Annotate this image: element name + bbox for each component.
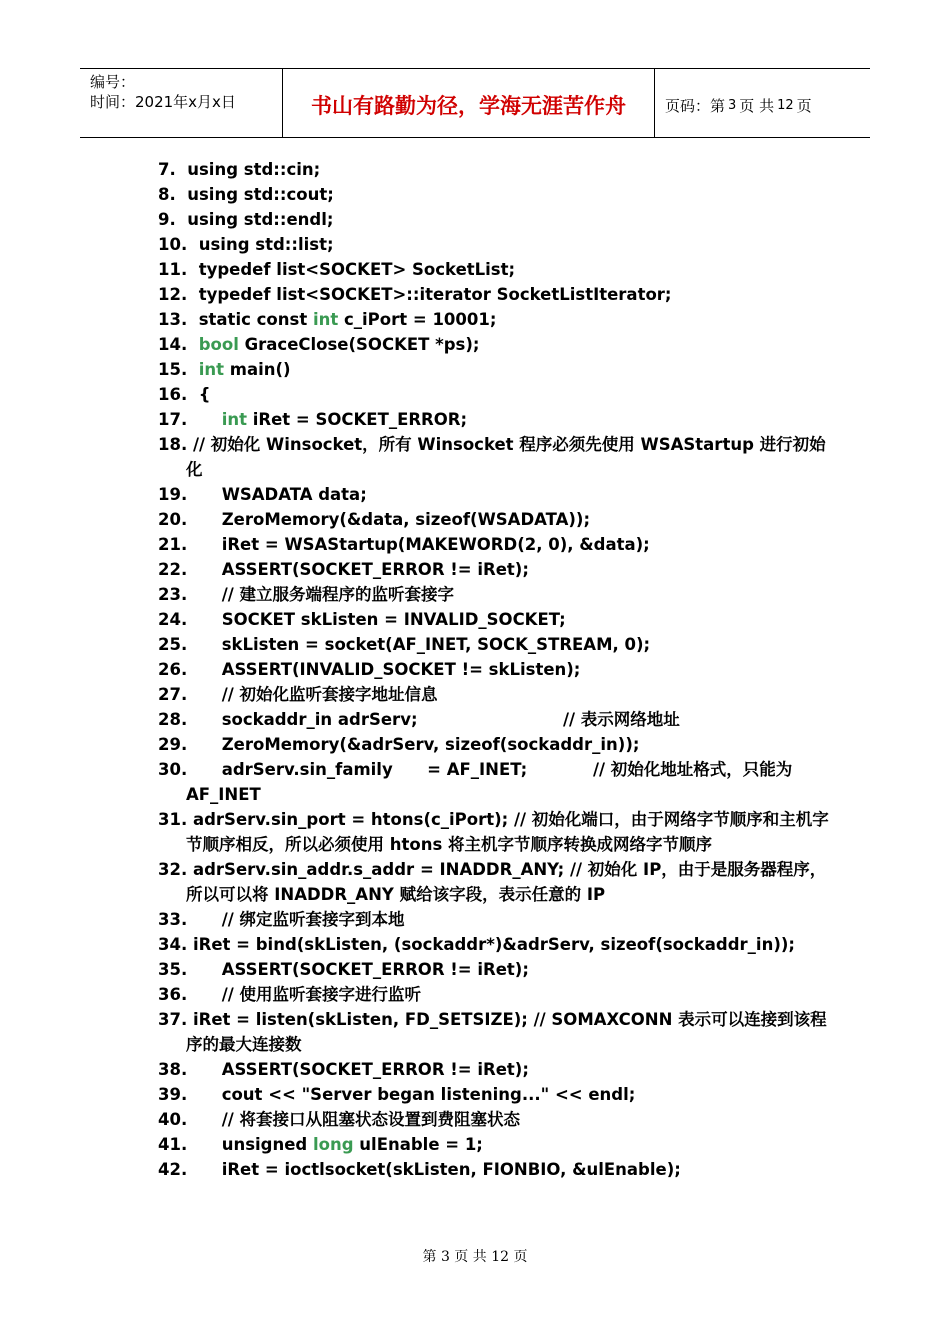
- code-line: 12. typedef list<SOCKET>::iterator SocketListIterator;: [158, 285, 672, 304]
- code-line: 21. iRet = WSAStartup(MAKEWORD(2, 0), &data);: [158, 535, 650, 554]
- page-total: 12: [777, 97, 794, 113]
- keyword: int: [312, 310, 339, 329]
- code-line: 26. ASSERT(INVALID_SOCKET != skListen);: [158, 660, 581, 679]
- code-line: 8. using std::cout;: [158, 185, 334, 204]
- code-line: [158, 707, 808, 732]
- number-label: 编号：: [90, 73, 136, 91]
- code-text: main(): [224, 360, 291, 379]
- page-mid: 页 共: [739, 96, 775, 115]
- code-line: 33. // 绑定监听套接字到本地: [158, 910, 405, 929]
- code-line: 40. // 将套接口从阻塞状态设置到费阻塞状态: [158, 1110, 520, 1129]
- code-comment: // 初始化地址格式，只能为: [593, 760, 793, 779]
- code-line: 16. {: [158, 385, 211, 404]
- code-line: [158, 757, 808, 782]
- header-motto: 书山有路勤为径，学海无涯苦作舟: [282, 69, 655, 137]
- code-text: 17.: [158, 410, 222, 429]
- code-line: 20. ZeroMemory(&data, sizeof(WSADATA));: [158, 510, 591, 529]
- keyword: long: [312, 1135, 354, 1154]
- code-text: 41. unsigned: [158, 1135, 313, 1154]
- code-line: 34. iRet = bind(skListen, (sockaddr*)&adrServ, sizeof(sockaddr_in));: [158, 935, 795, 954]
- code-line: 32. adrServ.sin_addr.s_addr = INADDR_ANY; // 初始化 IP，由于是服务器程序，所以可以将 INADDR_ANY 赋给该字段，表示任意的 IP: [158, 860, 827, 904]
- code-line: 10. using std::list;: [158, 235, 334, 254]
- code-line: 31. adrServ.sin_port = htons(c_iPort); // 初始化端口，由于网络字节顺序和主机字节顺序相反，所以必须使用 htons 将主机字节顺序转换成网络字节顺序: [158, 810, 829, 854]
- code-text: 28. sockaddr_in adrServ;: [158, 710, 418, 729]
- code-line: [158, 307, 808, 332]
- code-line: 35. ASSERT(SOCKET_ERROR != iRet);: [158, 960, 529, 979]
- page-current: 3: [728, 97, 737, 113]
- code-line: 38. ASSERT(SOCKET_ERROR != iRet);: [158, 1060, 529, 1079]
- code-text: 15.: [158, 360, 199, 379]
- code-line: 11. typedef list<SOCKET> SocketList;: [158, 260, 516, 279]
- code-line: 27. // 初始化监听套接字地址信息: [158, 685, 438, 704]
- code-text: iRet = SOCKET_ERROR;: [247, 410, 468, 429]
- code-line: 29. ZeroMemory(&adrServ, sizeof(sockaddr_in));: [158, 735, 640, 754]
- code-text: c_iPort = 10001;: [338, 310, 497, 329]
- header-page-info: [655, 69, 870, 137]
- page-label: 页码：第: [665, 96, 726, 115]
- page-end: 页: [796, 96, 812, 115]
- code-line: 36. // 使用监听套接字进行监听: [158, 985, 421, 1004]
- time-label: 时间：2021年x月x日: [90, 93, 236, 111]
- code-line: [158, 407, 808, 432]
- code-line-continuation: AF_INET: [186, 785, 261, 804]
- code-line: 9. using std::endl;: [158, 210, 334, 229]
- code-listing: [0, 157, 950, 1182]
- code-line: 37. iRet = listen(skListen, FD_SETSIZE); // SOMAXCONN 表示可以连接到该程序的最大连接数: [158, 1010, 827, 1054]
- code-line: 19. WSADATA data;: [158, 485, 367, 504]
- keyword: int: [198, 360, 225, 379]
- code-text: 13. static const: [158, 310, 313, 329]
- code-text: ulEnable = 1;: [353, 1135, 483, 1154]
- code-line: 25. skListen = socket(AF_INET, SOCK_STREAM, 0);: [158, 635, 651, 654]
- code-line: 24. SOCKET skListen = INVALID_SOCKET;: [158, 610, 566, 629]
- code-comment: // 表示网络地址: [563, 710, 680, 729]
- code-line: [158, 1132, 808, 1157]
- code-line: 22. ASSERT(SOCKET_ERROR != iRet);: [158, 560, 529, 579]
- code-line: [158, 357, 808, 382]
- code-line: 23. // 建立服务端程序的监听套接字: [158, 585, 454, 604]
- code-text: 30. adrServ.sin_family = AF_INET;: [158, 760, 528, 779]
- code-line: 18. // 初始化 Winsocket，所有 Winsocket 程序必须先使用 WSAStartup 进行初始化: [158, 435, 826, 479]
- page-header: [80, 68, 870, 138]
- code-line: 39. cout << "Server began listening..." << endl;: [158, 1085, 636, 1104]
- header-meta: [80, 69, 282, 137]
- page-footer: 第 3 页 共 12 页: [422, 1249, 528, 1265]
- keyword: bool: [198, 335, 239, 354]
- keyword: int: [221, 410, 247, 429]
- code-text: 14.: [158, 335, 199, 354]
- code-line: [158, 332, 808, 357]
- code-line: 42. iRet = ioctlsocket(skListen, FIONBIO, &ulEnable);: [158, 1160, 681, 1179]
- code-text: GraceClose(SOCKET *ps);: [238, 335, 480, 354]
- code-line: 7. using std::cin;: [158, 160, 321, 179]
